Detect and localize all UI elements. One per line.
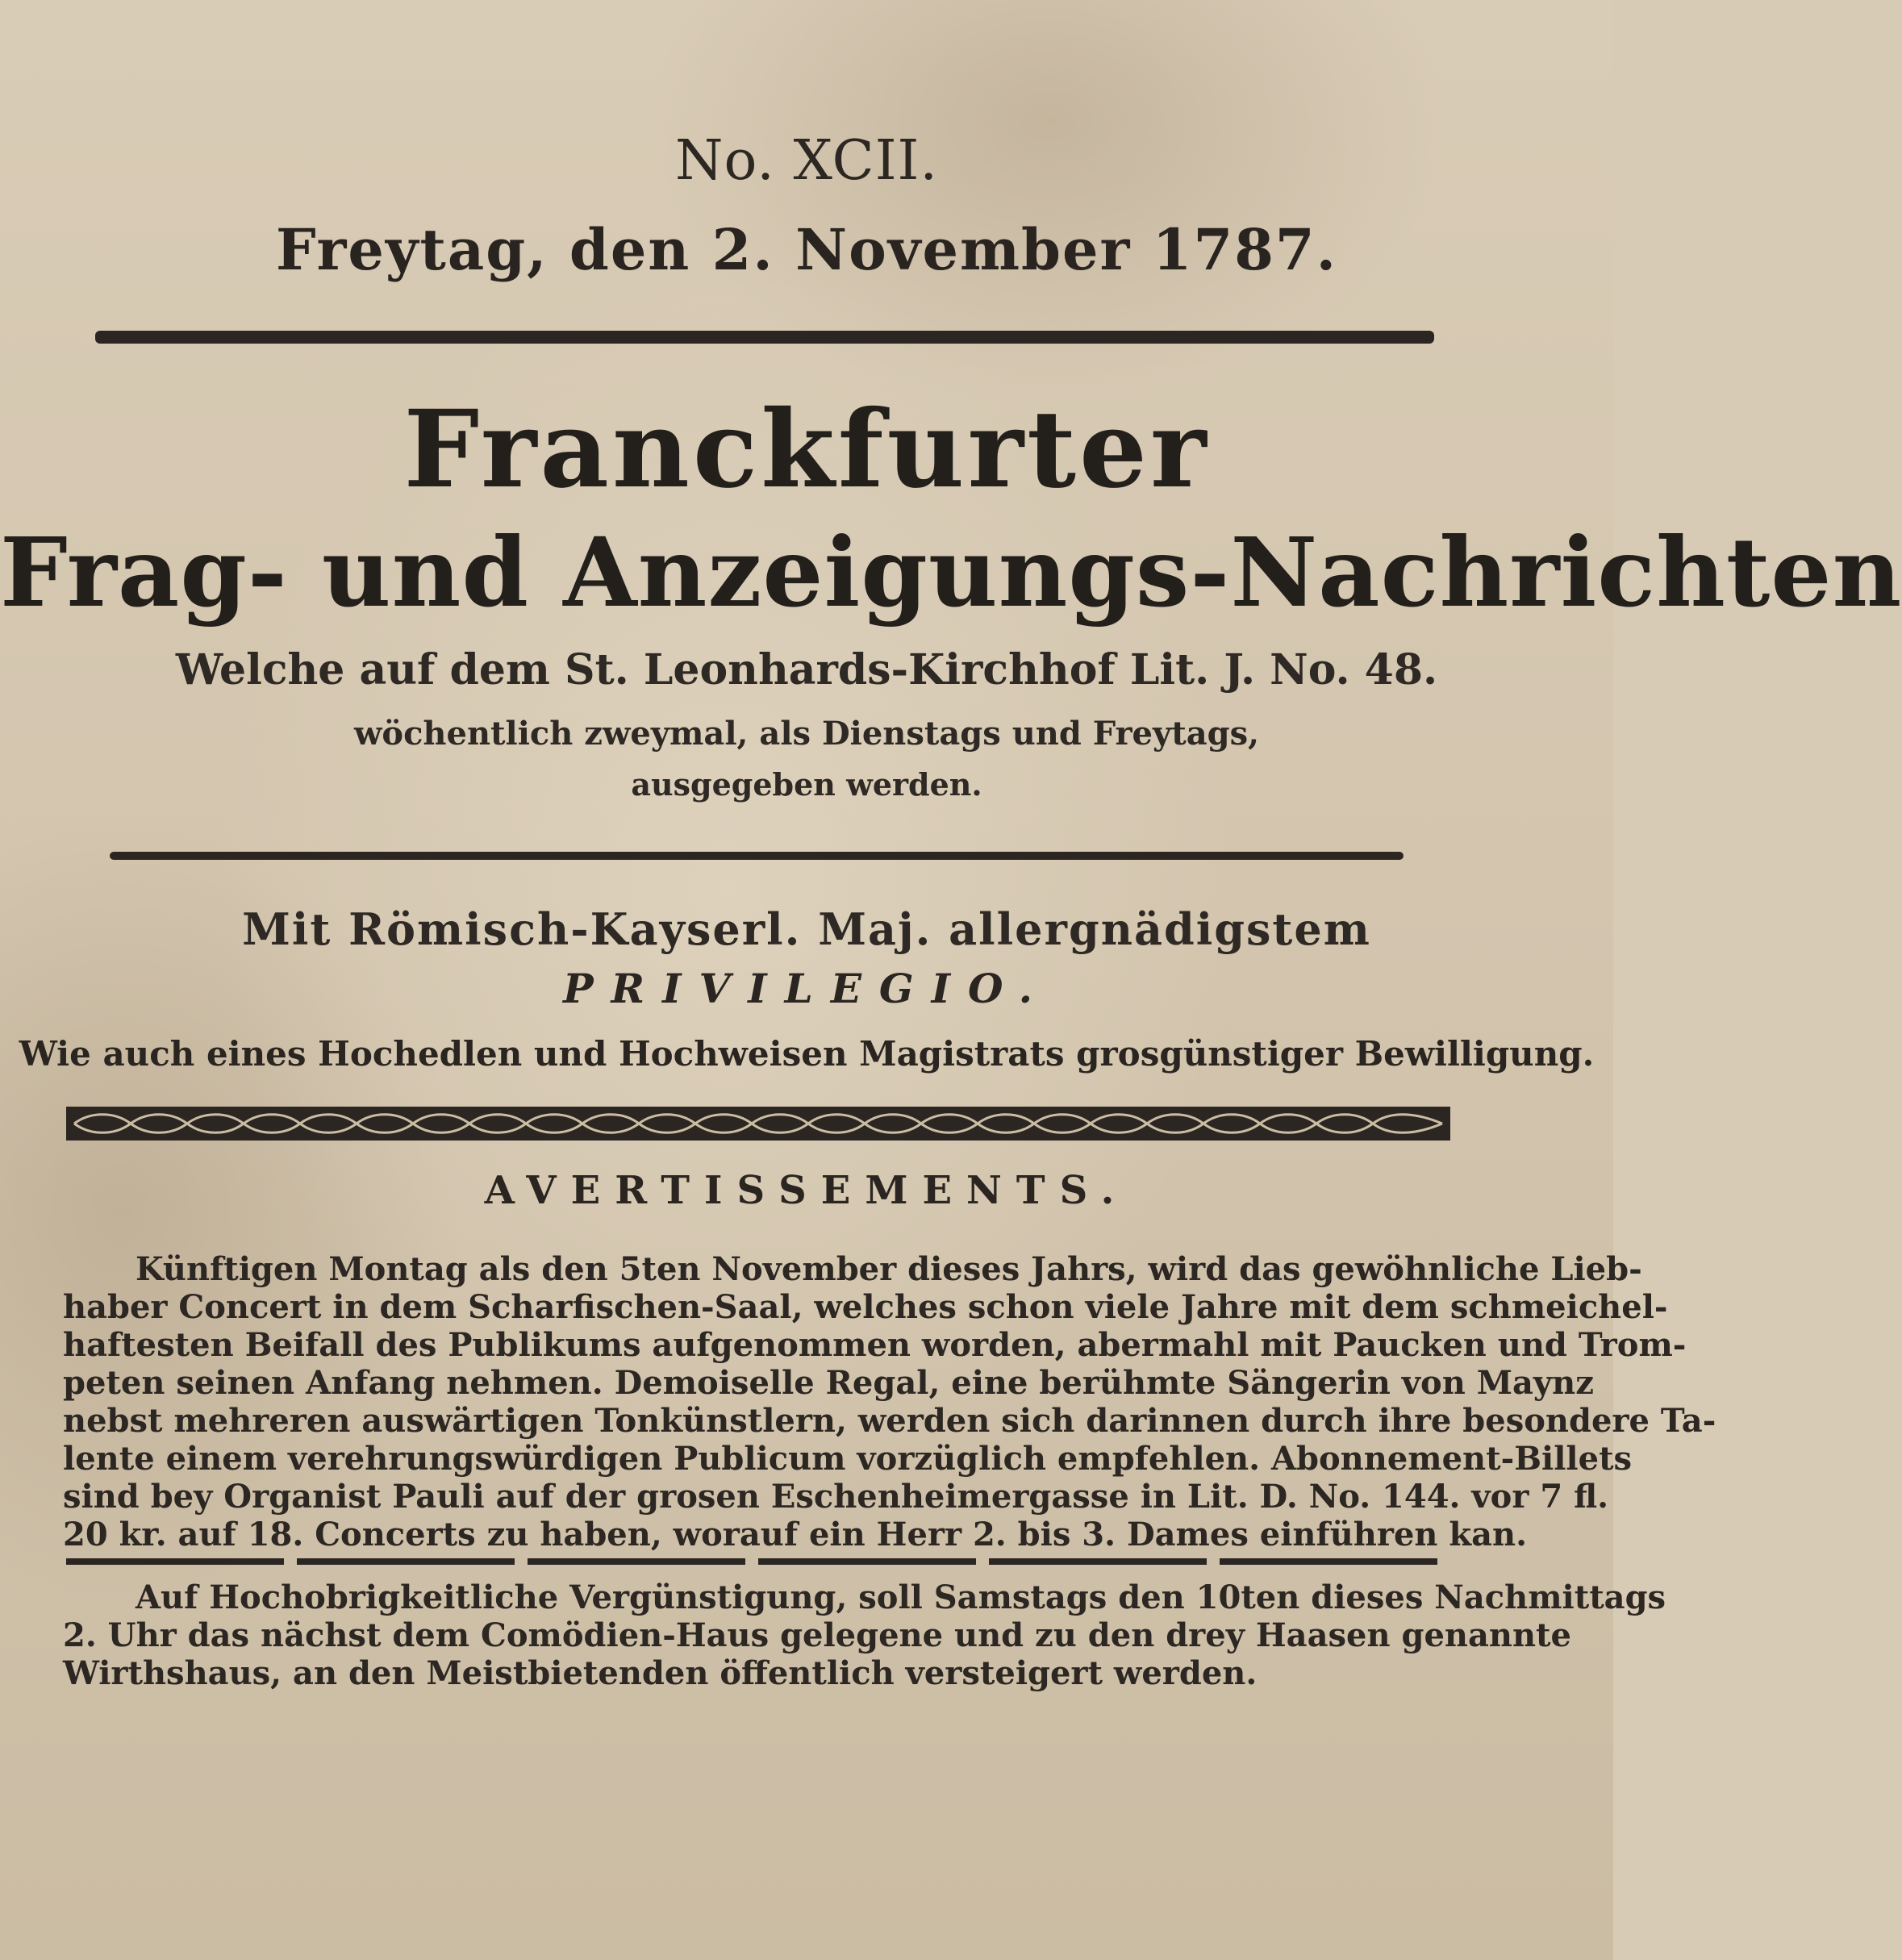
- notice-concert-line: 20 kr. auf 18. Concerts zu haben, worauf ein Herr 2. bis 3. Dames einführen kan.: [63, 1516, 1528, 1553]
- masthead-title-line1: Franckfurter: [403, 387, 1210, 512]
- issue-date: Freytag, den 2. November 1787.: [275, 216, 1337, 283]
- publisher-line3: ausgegeben werden.: [631, 766, 982, 803]
- notice-auction-line: Auf Hochobrigkeitliche Vergünstigung, soll Samstags den 10ten dieses Nachmittags: [136, 1578, 1666, 1616]
- notice-concert-line: Künftigen Montag als den 5ten November dieses Jahrs, wird das gewöhnliche Lieb-: [136, 1250, 1642, 1288]
- notice-concert-line: haber Concert in dem Scharfischen-Saal, welches schon viele Jahre mit dem schmeichel-: [63, 1288, 1668, 1326]
- dashed-divider: [66, 1558, 1437, 1565]
- masthead-title-line2: Frag- und Anzeigungs-Nachrichten: [0, 516, 1902, 628]
- notice-concert-line: haftesten Beifall des Publikums aufgenommen worden, abermahl mit Paucken und Trom-: [63, 1326, 1687, 1364]
- notice-concert-line: peten seinen Anfang nehmen. Demoiselle Regal, eine berühmte Sängerin von Maynz: [63, 1364, 1594, 1402]
- privilege-line1: Mit Römisch-Kayserl. Maj. allergnädigstem: [242, 903, 1371, 955]
- privilege-line2: PRIVILEGIO.: [562, 965, 1051, 1012]
- notice-concert: [63, 1250, 1716, 1553]
- notice-auction-line: Wirthshaus, an den Meistbietenden öffentlich versteigert werden.: [63, 1654, 1258, 1692]
- notice-auction-line: 2. Uhr das nächst dem Comödien-Haus gelegene und zu den drey Haasen genannte: [63, 1616, 1571, 1654]
- section-title: AVERTISSEMENTS.: [484, 1168, 1129, 1213]
- publisher-line1: Welche auf dem St. Leonhards-Kirchhof Lit. J. No. 48.: [175, 645, 1438, 694]
- top-rule: [95, 331, 1434, 344]
- issue-number: No. XCII.: [674, 129, 939, 193]
- notice-concert-line: sind bey Organist Pauli auf der grosen Eschenheimergasse in Lit. D. No. 144. vor 7 fl.: [63, 1478, 1609, 1516]
- middle-rule: [110, 852, 1404, 860]
- notice-auction: [63, 1578, 1666, 1692]
- notice-concert-line: lente einem verehrungswürdigen Publicum vorzüglich empfehlen. Abonnement-Billets: [63, 1440, 1633, 1478]
- privilege-line3: Wie auch eines Hochedlen und Hochweisen Magistrats grosgünstiger Bewilligung.: [19, 1034, 1595, 1074]
- publisher-line2: wöchentlich zweymal, als Dienstags und Freytags,: [353, 715, 1260, 753]
- notice-concert-line: nebst mehreren auswärtigen Tonkünstlern, werden sich darinnen durch ihre besondere Ta-: [63, 1402, 1716, 1440]
- ornamental-border: [66, 1107, 1450, 1141]
